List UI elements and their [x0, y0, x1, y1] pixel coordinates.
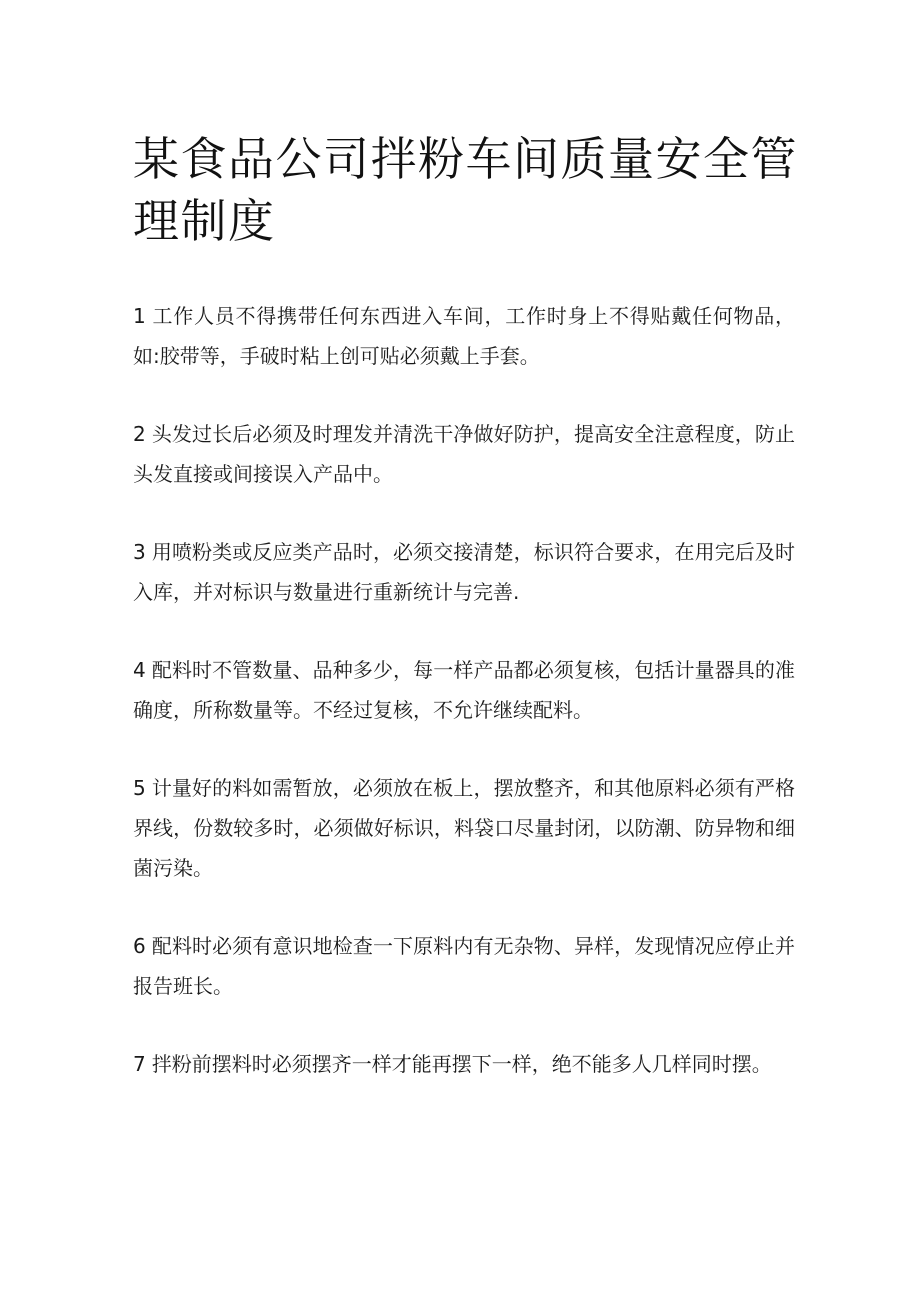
rule-text: 头发过长后必须及时理发并清洗干净做好防护，提高安全注意程度，防止头发直接或间接误入产品中。	[133, 422, 795, 486]
rule-item-5	[133, 768, 795, 888]
rule-item-3	[133, 532, 795, 612]
rule-text: 拌粉前摆料时必须摆齐一样才能再摆下一样，绝不能多人几样同时摆。	[151, 1052, 772, 1076]
rule-text: 用喷粉类或反应类产品时，必须交接清楚，标识符合要求，在用完后及时入库，并对标识与数量进行重新统计与完善.	[133, 540, 795, 604]
document-title: 某食品公司拌粉车间质量安全管理制度	[133, 132, 798, 248]
rule-item-7	[133, 1044, 795, 1084]
rule-item-2	[133, 414, 795, 494]
rule-text: 配料时不管数量、品种多少，每一样产品都必须复核，包括计量器具的准确度，所称数量等。不经过复核，不允许继续配料。	[133, 658, 795, 722]
rule-number: 4	[133, 658, 146, 682]
rule-number: 3	[133, 540, 146, 564]
rule-text: 计量好的料如需暂放，必须放在板上，摆放整齐，和其他原料必须有严格界线，份数较多时，必须做好标识，料袋口尽量封闭，以防潮、防异物和细菌污染。	[133, 776, 795, 880]
rule-number: 5	[133, 776, 146, 800]
rule-number: 7	[133, 1052, 146, 1076]
rule-item-1	[133, 296, 795, 376]
rule-text: 工作人员不得携带任何东西进入车间，工作时身上不得贴戴任何物品，如:胶带等，手破时粘上创可贴必须戴上手套。	[133, 304, 795, 368]
rule-item-4	[133, 650, 795, 730]
rule-number: 6	[133, 934, 146, 958]
rule-number: 1	[133, 304, 146, 328]
rule-number: 2	[133, 422, 146, 446]
rule-text: 配料时必须有意识地检查一下原料内有无杂物、异样，发现情况应停止并报告班长。	[133, 934, 795, 998]
rules-list	[133, 296, 795, 1122]
rule-item-6	[133, 926, 795, 1006]
